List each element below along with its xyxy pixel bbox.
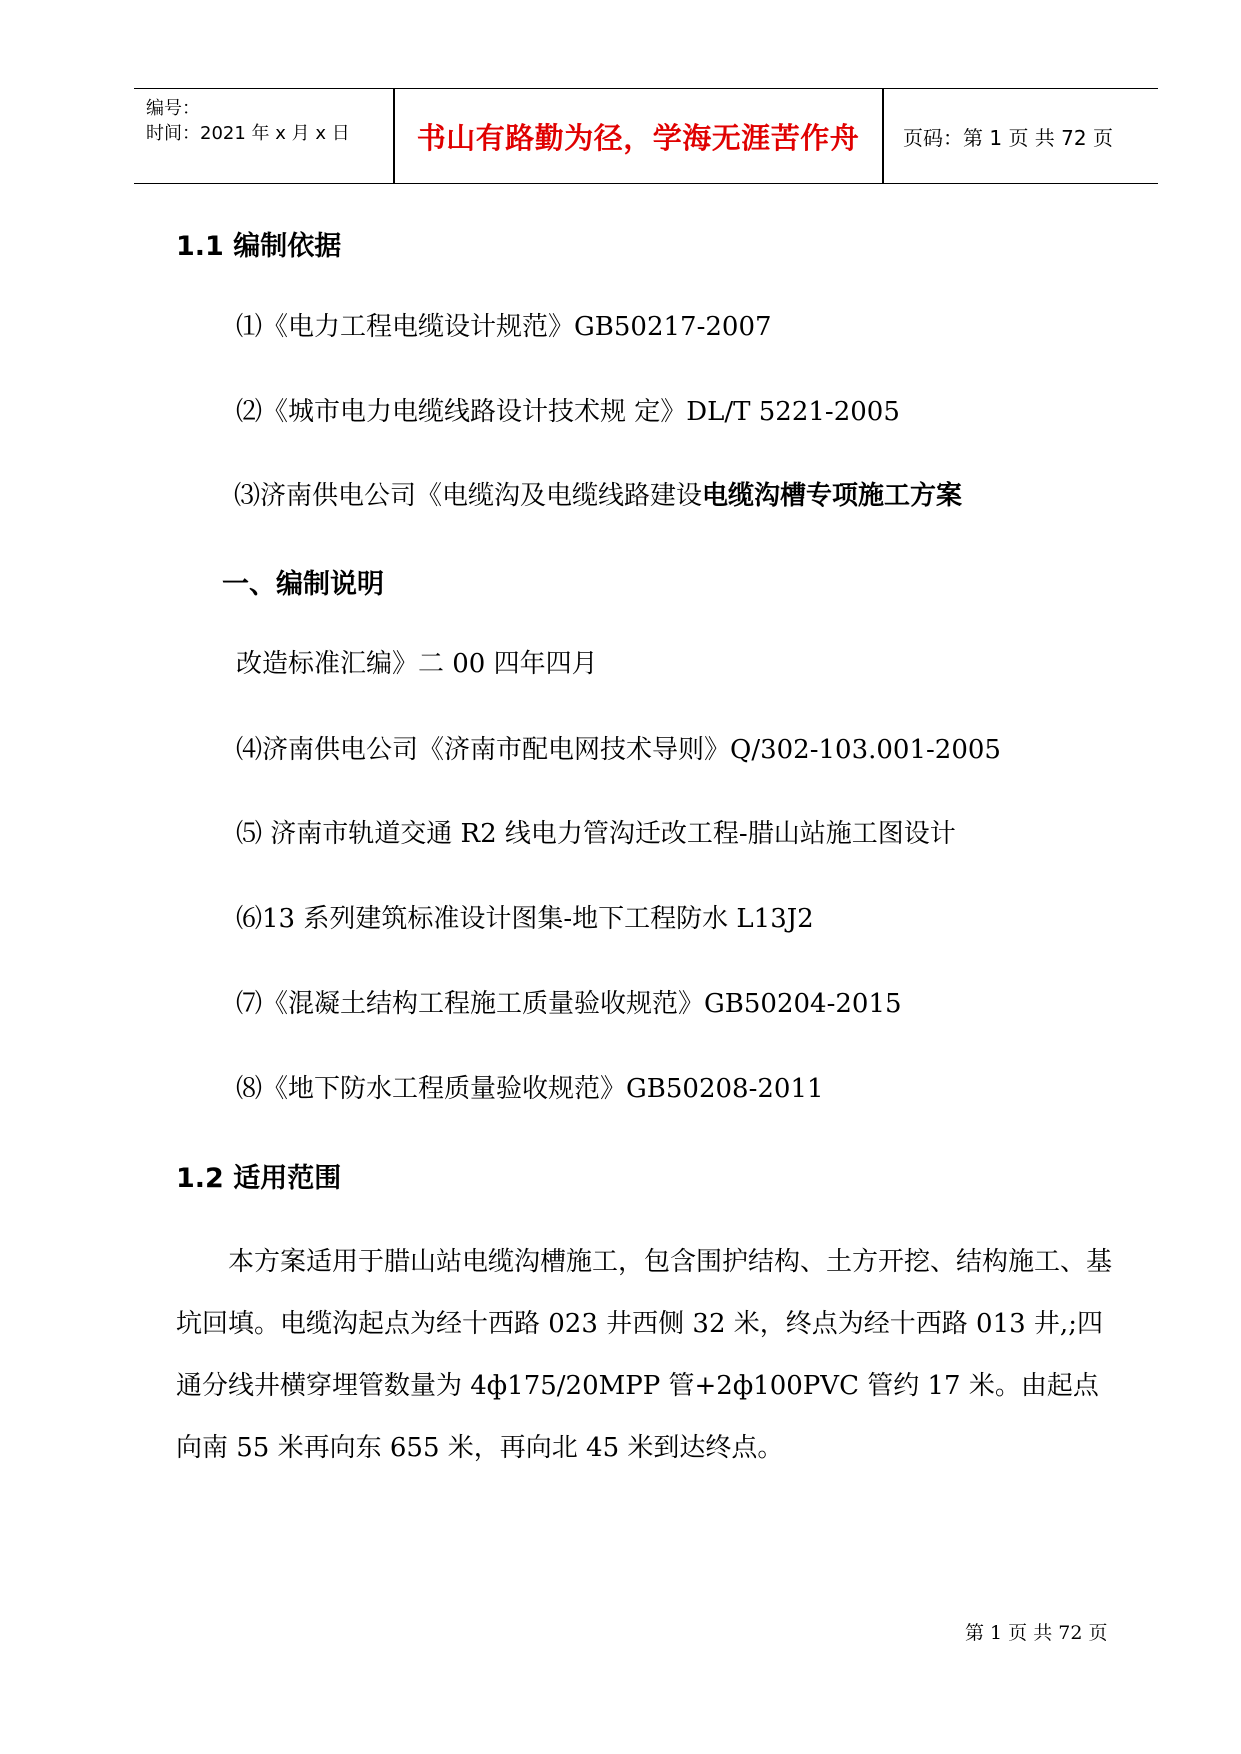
header-divider	[882, 89, 884, 183]
section-title-1-1: 1.1 编制依据	[176, 231, 342, 262]
page-footer: 第 1 页 共 72 页	[965, 1622, 1108, 1644]
reference-3	[234, 475, 962, 512]
time-label: 时间：2021 年 x 月 x 日	[146, 123, 350, 144]
reference-3-continued: 改造标准汇编》二 00 四年四月	[236, 649, 598, 679]
header-page-info: 页码：第 1 页 共 72 页	[903, 125, 1113, 150]
reference-7: ⑺《混凝土结构工程施工质量验收规范》GB50204-2015	[236, 989, 902, 1019]
reference-4: ⑷济南供电公司《济南市配电网技术导则》Q/302-103.001-2005	[236, 735, 1001, 765]
reference-6: ⑹13 系列建筑标准设计图集-地下工程防水 L13J2	[236, 904, 814, 934]
scope-paragraph: 本方案适用于腊山站电缆沟槽施工，包含围护结构、土方开挖、结构施工、基坑回填。电缆沟起点为经十西路 023 井西侧 32 米，终点为经十西路 013 井,;四通分线井横穿埋管数量为 4ф175/20MPP 管+2ф100PVC 管约 17 米。由起点向南 55 米再向东 655 米，再向北 45 米到达终点。	[176, 1247, 1113, 1463]
section-title-1-2: 1.2 适用范围	[176, 1163, 342, 1194]
section-title-explanation: 一、编制说明	[222, 569, 384, 600]
reference-3-text: ⑶济南供电公司《电缆沟及电缆线路建设	[234, 481, 703, 511]
reference-2: ⑵《城市电力电缆线路设计技术规 定》DL/T 5221-2005	[236, 397, 900, 427]
number-label: 编号：	[146, 98, 200, 119]
header-meta-cell	[134, 89, 393, 183]
reference-1: ⑴《电力工程电缆设计规范》GB50217-2007	[236, 312, 772, 342]
overlay-title: 电缆沟槽专项施工方案	[702, 481, 963, 511]
reference-5: ⑸ 济南市轨道交通 R2 线电力管沟迁改工程-腊山站施工图设计	[236, 819, 956, 849]
reference-8: ⑻《地下防水工程质量验收规范》GB50208-2011	[236, 1074, 824, 1104]
header-motto: 书山有路勤为径，学海无涯苦作舟	[416, 120, 860, 155]
document-header	[134, 88, 1158, 184]
